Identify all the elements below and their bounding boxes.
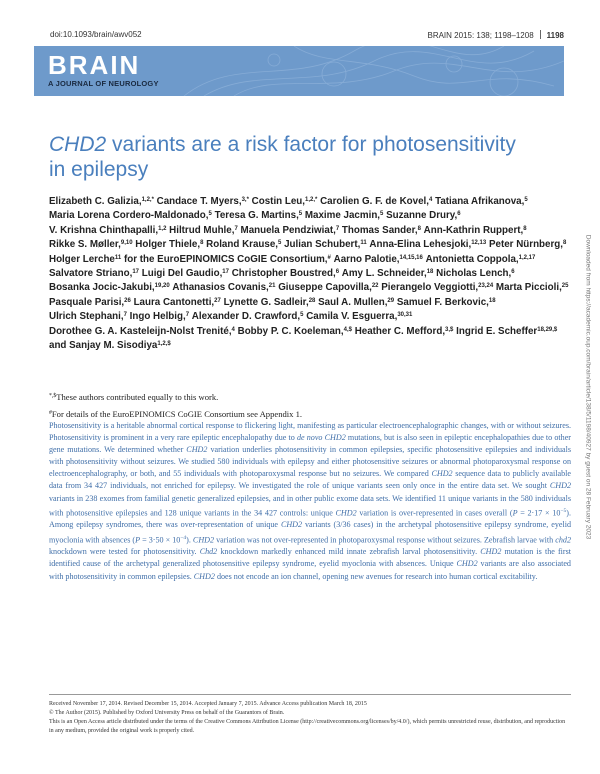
author-affiliation: 9,10	[120, 240, 133, 247]
abstract-segment: ). Among epilepsy syndromes, there was over-representation of unique	[49, 508, 571, 530]
author-name: Pasquale Parisi,$^{26}$	[49, 296, 131, 308]
title-gene: CHD2	[49, 133, 107, 156]
author-name: Rikke S. Møller,$^{9,10}$	[49, 239, 133, 251]
abstract-segment: CHD2	[480, 547, 502, 557]
author-affiliation: 28	[308, 297, 316, 304]
author-name: Holger Lerche$^{11}$	[49, 253, 122, 265]
abstract-segment: = 2·17 × 10	[517, 508, 561, 518]
author-affiliation: 1,2	[158, 225, 167, 232]
abstract-segment: variants (3/36 cases) in the archetypal photosensitive epilepsy syndrome, eyelid myoclonia with absences (	[49, 520, 572, 545]
author-affiliation: 1,2,$	[157, 341, 171, 348]
author-affiliation: 7	[234, 225, 238, 232]
abstract-segment: −5	[560, 507, 567, 514]
author-affiliation: 5	[298, 211, 303, 218]
author-name: Bobby P. C. Koeleman,$^{4,\$}$	[237, 325, 352, 337]
received-dates: Received November 17, 2014. Revised December 15, 2014. Accepted January 7, 2015. Advance Access publication March 18, 2015	[49, 701, 367, 707]
author-name: Alexander D. Crawford,$^5$	[191, 311, 304, 323]
author-name: Roland Krause,$^5$	[206, 239, 282, 251]
author-name: Costin Leu,$^{1,2,*}$	[251, 196, 318, 207]
author-name: V. Krishna Chinthapalli,$^{1,2}$	[49, 224, 167, 236]
author-affiliation: 7	[335, 225, 340, 232]
author-affiliation: 17	[132, 269, 139, 276]
consortium-note: #For details of the EuroEPINOMICS CoGIE Consortium see Appendix 1.	[49, 409, 303, 419]
author-name: Ann-Kathrin Ruppert,$^8$	[423, 224, 527, 236]
abstract-segment: CHD2	[186, 445, 208, 455]
author-affiliation: #	[327, 254, 331, 261]
author-name: Laura Cantonetti,$^{27}$	[133, 296, 221, 308]
author-affiliation: 26	[124, 297, 131, 304]
abstract-segment: variation is over-represented in cases overall (	[356, 508, 513, 518]
author-name: and Sanjay M. Sisodiya$^{1,2,\$}$	[49, 340, 171, 352]
abstract-segment: does not encode an ion channel, opening new avenues for research into human cortical excitability.	[214, 571, 538, 581]
author-affiliation: 11	[114, 254, 122, 261]
abstract-segment: Photosensitivity is a heritable abnormal cortical response to flickering light, manifesting as particular electroencephalographic changes, with or without seizures. Photosensitivity is prominent in a very rare epileptic encephalopathy due to	[49, 421, 571, 443]
author-affiliation: 19,20	[154, 283, 170, 290]
abstract-segment: variation underlies photosensitivity in common epilepsies, specific photosensitive epilepsies and individuals with photosensitivity without seizures. We studied 580 individuals with epilepsy and either photosensitive seizures or abnormal photoparoxysmal response on electroencephalography, or both, and 55 individuals with photoparoxysmal response but no seizures. We compared	[49, 445, 571, 479]
author-affiliation: 1,2,*	[305, 197, 318, 203]
footer-divider	[49, 694, 571, 695]
title-text: variants are a risk factor for photosensitivity in epilepsy	[49, 133, 516, 181]
citation-info	[427, 30, 564, 40]
abstract-segment: chd2	[555, 535, 571, 545]
journal-logo: BRAIN	[48, 50, 141, 80]
abstract-segment: Chd2	[199, 547, 218, 557]
author-affiliation: 11	[360, 240, 367, 247]
author-name: Ulrich Stephani,$^7$	[49, 311, 127, 323]
abstract-segment: knockdown were tested for photosensitivity.	[49, 547, 200, 557]
author-name: Salvatore Striano,$^{17}$	[49, 268, 139, 280]
author-affiliation: 30,31	[397, 312, 413, 319]
author-name: Tatiana Afrikanova,$^5$	[435, 196, 528, 207]
author-affiliation: 1,2,17	[518, 254, 536, 261]
author-affiliation: 5	[380, 211, 384, 218]
author-name: Samuel F. Berkovic,$^{18}$	[396, 296, 496, 308]
author-affiliation: 5	[300, 312, 304, 319]
copyright-notice: © The Author (2015). Published by Oxford University Press on behalf of the Guarantors of Brain.	[49, 709, 285, 716]
author-affiliation: 4	[231, 326, 235, 333]
author-name: Anna-Elina Lehesjoki,$^{12,13}$	[369, 239, 487, 251]
header-divider	[540, 30, 541, 39]
author-affiliation: 29	[387, 297, 395, 304]
abstract-segment: ).	[186, 535, 193, 545]
author-name: Ingo Helbig,$^7$	[129, 311, 190, 323]
author-notes	[49, 388, 302, 422]
author-name: Giuseppe Capovilla,$^{22}$	[278, 282, 379, 294]
author-name: Maxime Jacmin,$^5$	[304, 210, 384, 222]
author-name: Dorothee G. A. Kasteleijn-Nolst Trenité,$^4$	[49, 325, 235, 337]
author-name: Elizabeth C. Galizia,$^{1,2,*}$	[49, 196, 154, 207]
author-affiliation: 8	[200, 240, 204, 247]
author-affiliation: 5	[278, 240, 282, 247]
author-name: Luigi Del Gaudio,$^{17}$	[141, 268, 229, 280]
author-name: Carolien G. F. de Kovel,$^4$	[320, 196, 433, 207]
abstract-segment: mutation is the first identified cause of the archetypal generalized photosensitive epilepsy syndrome, eyelid myoclonia with absences. Unique	[49, 547, 572, 569]
author-name: Lynette G. Sadleir,$^{28}$	[223, 296, 316, 308]
author-name: Nicholas Lench,$^6$	[436, 268, 515, 280]
author-name: Ingrid E. Scheffer$^{18,29,\$}$	[456, 325, 558, 337]
author-affiliation: 22	[371, 283, 379, 290]
author-affiliation: 6	[335, 269, 340, 276]
license-notice: This is an Open Access article distributed under the terms of the Creative Commons Attribution License (http://creativecommons.org/licenses/by/4.0/), which permits unrestricted reuse, distribution, and reproduction in any medium, provided the original work is properly cited.	[49, 718, 566, 734]
author-name: Pierangelo Veggiotti,$^{23,24}$	[381, 282, 494, 294]
author-name: Manuela Pendziwiat,$^7$	[240, 224, 340, 236]
abstract-segment: CHD2	[431, 469, 453, 479]
author-name: Suzanne Drury,$^6$	[386, 210, 461, 222]
author-affiliation: 1,2,*	[141, 197, 154, 203]
author-name: Thomas Sander,$^8$	[341, 224, 421, 236]
abstract-segment: sequence data to publicly available data from 34 427 individuals, not enriched for epilepsy. We investigated the role of unique variants seen only once in the entire data set. We sought	[49, 469, 571, 491]
author-name: Antonietta Coppola,$^{1,2,17}$	[425, 253, 536, 265]
equal-contribution-note: *,$These authors contributed equally to this work.	[49, 392, 219, 402]
article-title	[49, 132, 529, 182]
abstract-segment: variants in 238 exomes from familial genetic generalized epilepsies, and in other public exome data sets. We identified 11 unique variants in the 580 individuals with photosensitive epilepsies and 128 unique variants in the 34 427 controls: unique	[49, 493, 571, 518]
author-affiliation: 6	[457, 211, 461, 218]
author-affiliation: 4	[428, 197, 433, 203]
author-affiliation: 7	[123, 312, 127, 319]
download-watermark: Downloaded from https://academic.oup.com/brain/article/138/5/1198/40927 by guest on 28 February 2023	[584, 234, 592, 540]
author-list	[49, 194, 569, 352]
abstract-segment: −4	[180, 534, 187, 541]
abstract-segment: CHD2	[193, 571, 215, 581]
author-affiliation: 18	[488, 297, 496, 304]
journal-banner	[34, 46, 564, 96]
abstract-segment: variants are also associated with photosensitivity in common epilepsies.	[49, 559, 571, 581]
author-affiliation: 5	[208, 211, 212, 218]
abstract-segment: CHD2	[549, 481, 571, 491]
author-affiliation: 23,24	[478, 283, 494, 290]
author-name: Heather C. Mefford,$^{3,\$}$	[354, 325, 454, 337]
author-name: Bosanka Jocic-Jakubi,$^{19,20}$	[49, 282, 170, 294]
author-affiliation: 5	[524, 197, 528, 203]
abstract-segment: variation was not over-represented in photoparoxysmal response without seizures. Zebrafish larvae with	[214, 535, 556, 545]
author-name: Teresa G. Martins,$^5$	[214, 210, 303, 222]
author-affiliation: 17	[222, 269, 229, 276]
abstract-segment: de novo CHD2	[296, 433, 346, 443]
author-affiliation: 8	[563, 240, 567, 247]
author-affiliation: 6	[511, 269, 515, 276]
abstract-segment: CHD2	[335, 508, 357, 518]
author-affiliation: 4,$	[343, 326, 352, 333]
author-name: Christopher Boustred,$^6$	[231, 268, 340, 280]
author-affiliation: 25	[561, 283, 569, 290]
author-name: Holger Thiele,$^8$	[135, 239, 204, 251]
author-affiliation: 12,13	[471, 240, 487, 247]
author-name: Julian Schubert,$^{11}$	[284, 239, 367, 251]
abstract-segment: mutations, but is also seen in epileptic encephalopathies due to other gene mutations. We determined whether	[49, 433, 572, 455]
author-name: Aarno Palotie,$^{14,15,16}$	[333, 253, 423, 265]
author-name: Camila V. Esguerra,$^{30,31}$	[306, 311, 413, 323]
author-affiliation: 18	[426, 269, 434, 276]
abstract-segment: = 3·50 × 10	[140, 535, 181, 545]
author-affiliation: 27	[214, 297, 221, 304]
doi-link[interactable]: doi:10.1093/brain/awv052	[50, 30, 142, 39]
article-footer	[49, 700, 571, 736]
abstract-segment: P	[512, 508, 518, 518]
author-name: Maria Lorena Cordero-Maldonado,$^5$	[49, 210, 212, 222]
page-number: 1198	[546, 31, 564, 40]
author-affiliation: 7	[185, 312, 190, 319]
abstract-segment: P	[135, 535, 141, 545]
author-name: Hiltrud Muhle,$^7$	[169, 224, 238, 236]
author-affiliation: 14,15,16	[399, 254, 423, 261]
author-name: for the EuroEPINOMICS CoGIE Consortium,#	[123, 253, 331, 265]
author-affiliation: 8	[417, 225, 421, 232]
author-affiliation: 21	[268, 283, 276, 290]
journal-subtitle: A JOURNAL OF NEUROLOGY	[48, 79, 159, 88]
abstract-segment: knockdown markedly enhanced mild innate zebrafish larval photosensitivity.	[217, 547, 481, 557]
author-name: Candace T. Myers,$^{3,*}$	[156, 196, 249, 207]
author-name: Athanasios Covanis,$^{21}$	[172, 282, 276, 294]
author-name: Saul A. Mullen,$^{29}$	[318, 296, 395, 308]
author-name: Peter Nürnberg,$^8$	[488, 239, 567, 251]
journal-citation: BRAIN 2015: 138; 1198–1208	[427, 31, 534, 40]
author-name: Amy L. Schneider,$^{18}$	[341, 268, 434, 280]
author-affiliation: 18,29,$	[537, 326, 558, 333]
abstract-segment: CHD2	[192, 535, 215, 545]
author-name: Marta Piccioli,$^{25}$	[495, 282, 569, 294]
author-affiliation: 3,*	[241, 197, 249, 203]
abstract	[49, 420, 571, 583]
abstract-segment: CHD2	[280, 520, 303, 530]
author-affiliation: 8	[523, 225, 527, 232]
author-affiliation: 3,$	[445, 326, 454, 333]
abstract-segment: CHD2	[456, 559, 478, 569]
